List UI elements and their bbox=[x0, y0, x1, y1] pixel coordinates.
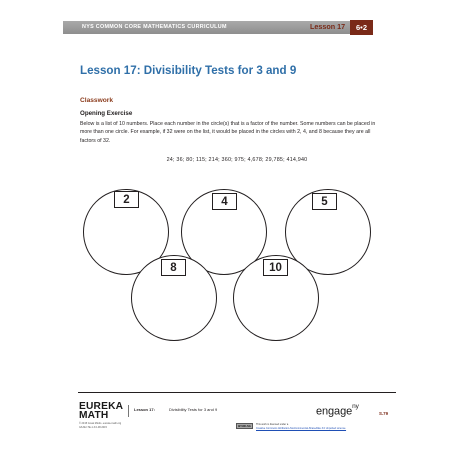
factor-label-4: 4 bbox=[212, 193, 237, 210]
copyright-text: © 2015 Great Minds. eureka-math.org bbox=[79, 422, 122, 425]
footer-vertical-divider bbox=[128, 405, 129, 417]
header-lesson-label: Lesson 17 bbox=[310, 22, 346, 31]
section-label: Classwork bbox=[80, 97, 113, 104]
footer-divider-line bbox=[78, 392, 396, 393]
number-list: 24; 36; 80; 115; 214; 360; 975; 4,678; 29,785; 414,940 bbox=[166, 157, 308, 163]
factor-label-10: 10 bbox=[263, 259, 288, 276]
license-text: This work is licensed under a bbox=[256, 423, 289, 426]
eureka-math-logo bbox=[79, 402, 123, 420]
factor-label-8: 8 bbox=[161, 259, 186, 276]
lesson-title: Lesson 17: Divisibility Tests for 3 and 9 bbox=[80, 64, 297, 77]
factor-label-5: 5 bbox=[312, 193, 337, 210]
footer-lesson-label: Lesson 17: bbox=[134, 407, 155, 412]
engageny-logo-text: engage bbox=[316, 405, 353, 418]
exercise-instructions: Below is a list of 10 numbers. Place each number in the circle(s) that is a factor of the number. Some numbers can be placed in more than one circle. For example, if 32 were on the list, it would be placed in the circles with 2, 4, and 8 because they are all factors of 32. bbox=[80, 121, 376, 144]
engageny-logo bbox=[316, 405, 359, 418]
exercise-heading: Opening Exercise bbox=[80, 110, 133, 117]
creative-commons-badge: BY-NC-SA bbox=[236, 423, 253, 429]
grade-module-badge: 6•2 bbox=[350, 20, 373, 35]
logo-line-eureka: EUREKA bbox=[79, 401, 124, 412]
logo-line-math: MATH bbox=[79, 410, 109, 421]
footer-lesson-topic: Divisibility Tests for 3 and 9 bbox=[169, 407, 218, 412]
page-number: S.79 bbox=[379, 411, 389, 416]
engageny-logo-sup: ny bbox=[352, 403, 359, 410]
license-link[interactable]: Creative Commons Attribution-NonCommercial-ShareAlike 3.0 Unported License. bbox=[256, 427, 347, 430]
factor-label-2: 2 bbox=[114, 191, 139, 208]
document-code: G6-M2-TE-1.3.0-08.2015 bbox=[79, 426, 107, 429]
curriculum-title: NYS COMMON CORE MATHEMATICS CURRICULUM bbox=[82, 24, 227, 30]
